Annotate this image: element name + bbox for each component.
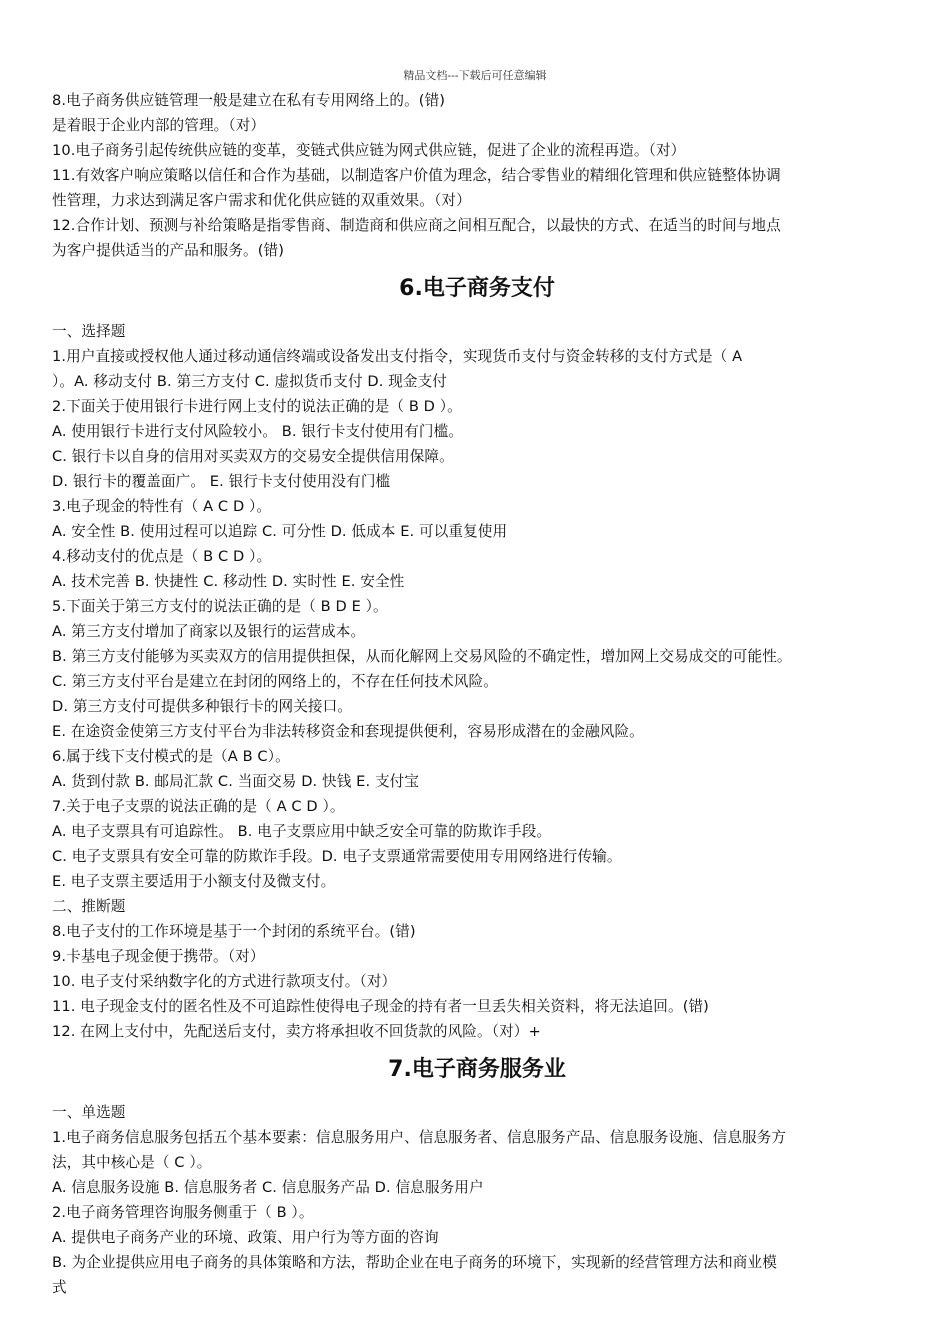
text-line: C. 电子支票具有安全可靠的防欺诈手段。D. 电子支票通常需要使用专用网络进行传输。: [52, 848, 622, 865]
text-line: D. 第三方支付可提供多种银行卡的网关接口。: [52, 698, 352, 715]
text-line: 8.电子商务供应链管理一般是建立在私有专用网络上的。(错): [52, 92, 446, 109]
services-section-body: [52, 1100, 902, 1300]
text-line: 12.合作计划、预测与补给策略是指零售商、制造商和供应商之间相互配合，以最快的方式、在适当的时间与地点: [52, 217, 781, 234]
text-line: 11.有效客户响应策略以信任和合作为基础，以制造客户价值为理念，结合零售业的精细化管理和供应链整体协调: [52, 167, 781, 184]
text-line: 12. 在网上支付中，先配送后支付，卖方将承担收不回货款的风险。（对）+: [52, 1023, 541, 1040]
text-line: 二、推断题: [52, 898, 126, 915]
text-line: 是着眼于企业内部的管理。（对）: [52, 117, 266, 134]
text-line: 9.卡基电子现金便于携带。（对）: [52, 948, 265, 965]
text-line: C. 银行卡以自身的信用对买卖双方的交易安全提供信用保障。: [52, 448, 454, 465]
text-line: A. 提供电子商务产业的环境、政策、用户行为等方面的咨询: [52, 1229, 439, 1246]
text-line: A. 电子支票具有可追踪性。 B. 电子支票应用中缺乏安全可靠的防欺诈手段。: [52, 823, 552, 840]
text-line: 8.电子支付的工作环境是基于一个封闭的系统平台。(错): [52, 923, 416, 940]
text-line: 一、单选题: [52, 1104, 126, 1121]
text-line: 3.电子现金的特性有（ A C D ）。: [52, 498, 272, 515]
page-header: 精品文档---下载后可任意编辑: [403, 69, 547, 82]
text-line: E. 在途资金使第三方支付平台为非法转移资金和套现提供便利，容易形成潜在的金融风险。: [52, 723, 644, 740]
text-line: C. 第三方支付平台是建立在封闭的网络上的，不存在任何技术风险。: [52, 673, 498, 690]
text-line: 7.关于电子支票的说法正确的是（ A C D ）。: [52, 798, 345, 815]
supply-chain-answers-block: [52, 88, 902, 263]
text-line: 10. 电子支付采纳数字化的方式进行款项支付。（对）: [52, 973, 397, 990]
payment-section-body: [52, 319, 902, 1044]
text-line: B. 第三方支付能够为买卖双方的信用提供担保，从而化解网上交易风险的不确定性，增加网上交易成交的可能性。: [52, 648, 792, 665]
text-line: 11. 电子现金支付的匿名性及不可追踪性使得电子现金的持有者一旦丢失相关资料，将无法追回。(错): [52, 998, 709, 1015]
text-line: 式: [52, 1279, 67, 1296]
text-line: A. 使用银行卡进行支付风险较小。 B. 银行卡支付使用有门槛。: [52, 423, 463, 440]
text-line: E. 电子支票主要适用于小额支付及微支付。: [52, 873, 336, 890]
text-line: 1.电子商务信息服务包括五个基本要素：信息服务用户、信息服务者、信息服务产品、信息服务设施、信息服务方: [52, 1129, 787, 1146]
text-line: 性管理，力求达到满足客户需求和优化供应链的双重效果。（对）: [52, 192, 471, 209]
text-line: 2.下面关于使用银行卡进行网上支付的说法正确的是（ B D ）。: [52, 398, 462, 415]
text-line: 10.电子商务引起传统供应链的变革，变链式供应链为网式供应链，促进了企业的流程再造。（对）: [52, 142, 686, 159]
text-line: 为客户提供适当的产品和服务。(错): [52, 242, 284, 259]
text-line: ）。A. 移动支付 B. 第三方支付 C. 虚拟货币支付 D. 现金支付: [52, 373, 447, 390]
section-title-services: 7.电子商务服务业: [388, 1057, 566, 1082]
document-body: [52, 88, 902, 1300]
text-line: D. 银行卡的覆盖面广。 E. 银行卡支付使用没有门槛: [52, 473, 391, 490]
text-line: 5.下面关于第三方支付的说法正确的是（ B D E ）。: [52, 598, 388, 615]
text-line: A. 货到付款 B. 邮局汇款 C. 当面交易 D. 快钱 E. 支付宝: [52, 773, 420, 790]
text-line: 6.属于线下支付模式的是（A B C）。: [52, 748, 290, 765]
text-line: A. 第三方支付增加了商家以及银行的运营成本。: [52, 623, 366, 640]
text-line: A. 信息服务设施 B. 信息服务者 C. 信息服务产品 D. 信息服务用户: [52, 1179, 484, 1196]
section-title-payment: 6.电子商务支付: [399, 276, 555, 301]
text-line: B. 为企业提供应用电子商务的具体策略和方法，帮助企业在电子商务的环境下，实现新的经营管理方法和商业模: [52, 1254, 777, 1271]
text-line: A. 安全性 B. 使用过程可以追踪 C. 可分性 D. 低成本 E. 可以重复使用: [52, 523, 508, 540]
text-line: 4.移动支付的优点是（ B C D ）。: [52, 548, 272, 565]
text-line: 一、选择题: [52, 323, 126, 340]
text-line: 2.电子商务管理咨询服务侧重于（ B ）。: [52, 1204, 314, 1221]
text-line: 1.用户直接或授权他人通过移动通信终端或设备发出支付指令，实现货币支付与资金转移的支付方式是（ A: [52, 348, 743, 365]
text-line: A. 技术完善 B. 快捷性 C. 移动性 D. 实时性 E. 安全性: [52, 573, 405, 590]
text-line: 法，其中核心是（ C ）。: [52, 1154, 212, 1171]
